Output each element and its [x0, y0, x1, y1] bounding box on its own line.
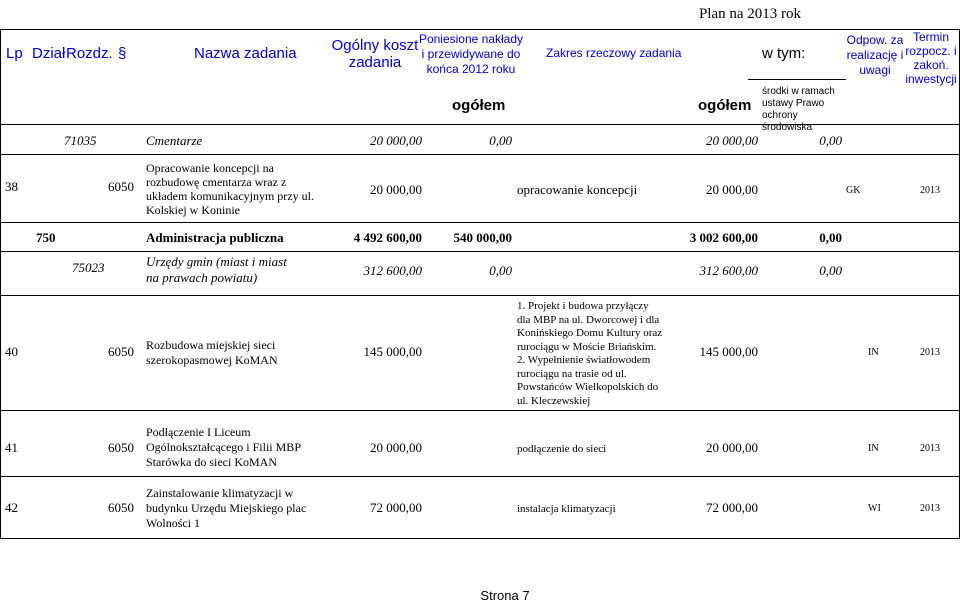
row-name: Zainstalowanie klimatyzacji w budynku Urzędu Miejskiego plac Wolności 1: [146, 486, 307, 530]
row-plan: 145 000,00: [699, 344, 758, 359]
row-odpow: GK: [846, 185, 861, 196]
header-zakres: Zakres rzeczowy zadania: [546, 46, 682, 60]
row-lp: 40: [5, 344, 18, 359]
row-plan: 20 000,00: [706, 182, 758, 197]
row-total: 145 000,00: [363, 344, 422, 359]
row-total: 72 000,00: [370, 500, 422, 515]
header-naklady: Poniesione nakłady i przewidywane do końca 2012 roku: [418, 32, 524, 76]
row-termin: 2013: [920, 503, 940, 514]
row-total: 20 000,00: [370, 182, 422, 197]
section-71035-line: [0, 154, 960, 155]
row-termin: 2013: [920, 185, 940, 196]
section-total: 4 492 600,00: [353, 230, 422, 245]
row-plan: 20 000,00: [706, 440, 758, 455]
row-odpow: IN: [868, 347, 879, 358]
row-zakres: opracowanie koncepcji: [517, 182, 638, 197]
top-line: [0, 29, 960, 30]
header-srodki: środki w ramach ustawy Prawo ochrony środowiska: [762, 86, 835, 133]
header-termin: Termin rozpocz. i zakoń. inwestycji: [905, 30, 957, 86]
section-srodki: 0,00: [819, 263, 842, 278]
section-plan: 20 000,00: [706, 133, 758, 148]
header-rozdz: Rozdz.: [66, 45, 113, 62]
section-nakl: 0,00: [489, 263, 512, 278]
header-inner-line: [748, 79, 846, 80]
page-number: Strona 7: [480, 588, 530, 603]
section-name: Administracja publiczna: [146, 230, 284, 245]
section-plan: 312 600,00: [699, 263, 758, 278]
header-paragraph: §: [118, 45, 127, 62]
header-odpow: Odpow. za realizację i uwagi: [846, 33, 904, 77]
row-paragraph: 6050: [108, 500, 134, 515]
row-41-line: [0, 476, 960, 477]
row-total: 20 000,00: [370, 440, 422, 455]
row-name: Rozbudowa miejskiej sieci szerokopasmowej KoMAN: [146, 338, 278, 367]
section-code: 71035: [64, 133, 97, 148]
row-plan: 72 000,00: [706, 500, 758, 515]
row-termin: 2013: [920, 443, 940, 454]
section-name: Urzędy gmin (miast i miast na prawach powiatu): [146, 254, 287, 285]
section-nakl: 0,00: [489, 133, 512, 148]
row-40-line: [0, 410, 960, 411]
row-zakres: 1. Projekt i budowa przyłączy dla MBP na ul. Dworcowej i dla Konińskiego Domu Kultury oraz rurociągu w Moście Briańskim. 2. Wypełnienie światłowodem rurociągu na trasie od ul. Powstańców Wielkopolskich do ul. Kleczewskiej: [517, 300, 663, 407]
row-lp: 41: [5, 440, 18, 455]
row-paragraph: 6050: [108, 179, 134, 194]
section-75023-line: [0, 295, 960, 296]
section-code: 75023: [72, 260, 105, 275]
header-dzial: Dział: [32, 45, 66, 62]
row-name: Opracowanie koncepcji na rozbudowę cmentarza wraz z układem komunikacyjnym przy ul. Kolskiej w Koninie: [146, 161, 314, 217]
header-ogolem-1: ogółem: [452, 97, 506, 114]
header-wtym: w tym:: [762, 45, 806, 62]
table-left-border: [0, 29, 1, 539]
row-odpow: WI: [868, 503, 881, 514]
row-odpow: IN: [868, 443, 879, 454]
header-lp: Lp: [6, 45, 23, 62]
header-ogolem-2: ogółem: [698, 97, 752, 114]
section-750-line: [0, 251, 960, 252]
row-termin: 2013: [920, 347, 940, 358]
section-plan: 3 002 600,00: [689, 230, 758, 245]
section-total: 20 000,00: [370, 133, 422, 148]
header-koszt: Ogólny koszt zadania: [331, 37, 419, 71]
row-paragraph: 6050: [108, 344, 134, 359]
row-lp: 42: [5, 500, 18, 515]
row-38-line: [0, 222, 960, 223]
row-name: Podłączenie I Liceum Ogólnokształcącego i Filii MBP Starówka do sieci KoMAN: [146, 425, 301, 469]
section-name: Cmentarze: [146, 133, 203, 148]
section-code: 750: [36, 230, 56, 245]
plan-title: Plan na 2013 rok: [698, 6, 802, 22]
header-nazwa: Nazwa zadania: [194, 45, 297, 62]
row-paragraph: 6050: [108, 440, 134, 455]
row-zakres: instalacja klimatyzacji: [517, 503, 616, 515]
section-total: 312 600,00: [363, 263, 422, 278]
row-zakres: podłączenie do sieci: [517, 443, 607, 455]
table-bottom-line: [0, 538, 960, 539]
row-lp: 38: [5, 179, 18, 194]
section-srodki: 0,00: [819, 133, 842, 148]
section-srodki: 0,00: [819, 230, 842, 245]
section-nakl: 540 000,00: [453, 230, 512, 245]
